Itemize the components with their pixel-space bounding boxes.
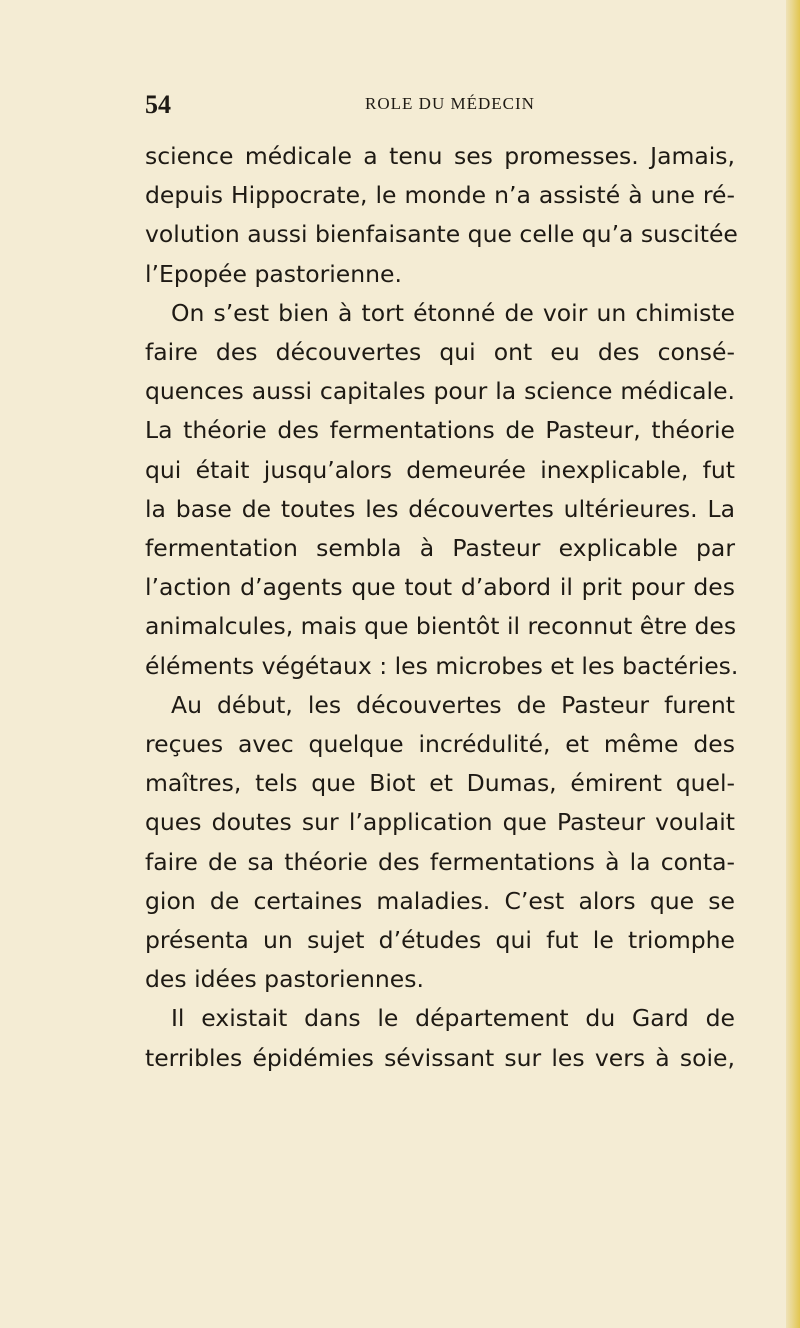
text-line: des idées pastoriennes.: [145, 965, 424, 994]
text-line: faire des découvertes qui ont eu des consé-: [145, 338, 735, 367]
text-line: terribles épidémies sévissant sur les vers à soie,: [145, 1043, 735, 1072]
page-number: 54: [145, 90, 171, 119]
text-line: Il existait dans le département du Gard de: [171, 1004, 735, 1033]
text-line: science médicale a tenu ses promesses. Jamais,: [145, 142, 735, 170]
text-line: volution aussi bienfaisante que celle qu’a suscitée: [145, 220, 738, 249]
text-line: l’action d’agents que tout d’abord il prit pour des: [145, 573, 735, 602]
page-edge: [786, 0, 800, 1328]
text-line: depuis Hippocrate, le monde n’a assisté à une ré-: [145, 181, 735, 210]
body-text: [145, 137, 739, 1078]
text-line: animalcules, mais que bientôt il reconnut être des: [145, 612, 737, 641]
text-line: ques doutes sur l’application que Pasteur voulait: [145, 808, 735, 837]
text-line: gion de certaines maladies. C’est alors que se: [145, 886, 735, 915]
text-line: La théorie des fermentations de Pasteur, théorie: [145, 416, 735, 445]
text-line: éléments végétaux : les microbes et les bactéries.: [145, 651, 739, 680]
text-line: faire de sa théorie des fermentations à la conta-: [145, 847, 735, 876]
text-line: qui était jusqu’alors demeurée inexplicable, fut: [145, 455, 735, 484]
text-line: la base de toutes les découvertes ultérieures. La: [145, 494, 735, 523]
running-title: ROLE DU MÉDECIN: [365, 94, 535, 113]
text-line: fermentation sembla à Pasteur explicable par: [145, 534, 735, 563]
text-line: Au début, les découvertes de Pasteur furent: [171, 690, 735, 719]
text-line: quences aussi capitales pour la science médicale.: [145, 377, 735, 406]
text-line: maîtres, tels que Biot et Dumas, émirent quel-: [145, 769, 735, 798]
text-line: l’Epopée pastorienne.: [145, 259, 402, 288]
text-line: On s’est bien à tort étonné de voir un chimiste: [171, 298, 735, 327]
text-line: présenta un sujet d’études qui fut le triomphe: [145, 926, 735, 955]
page-header: [145, 88, 735, 128]
text-line: reçues avec quelque incrédulité, et même des: [145, 730, 735, 759]
